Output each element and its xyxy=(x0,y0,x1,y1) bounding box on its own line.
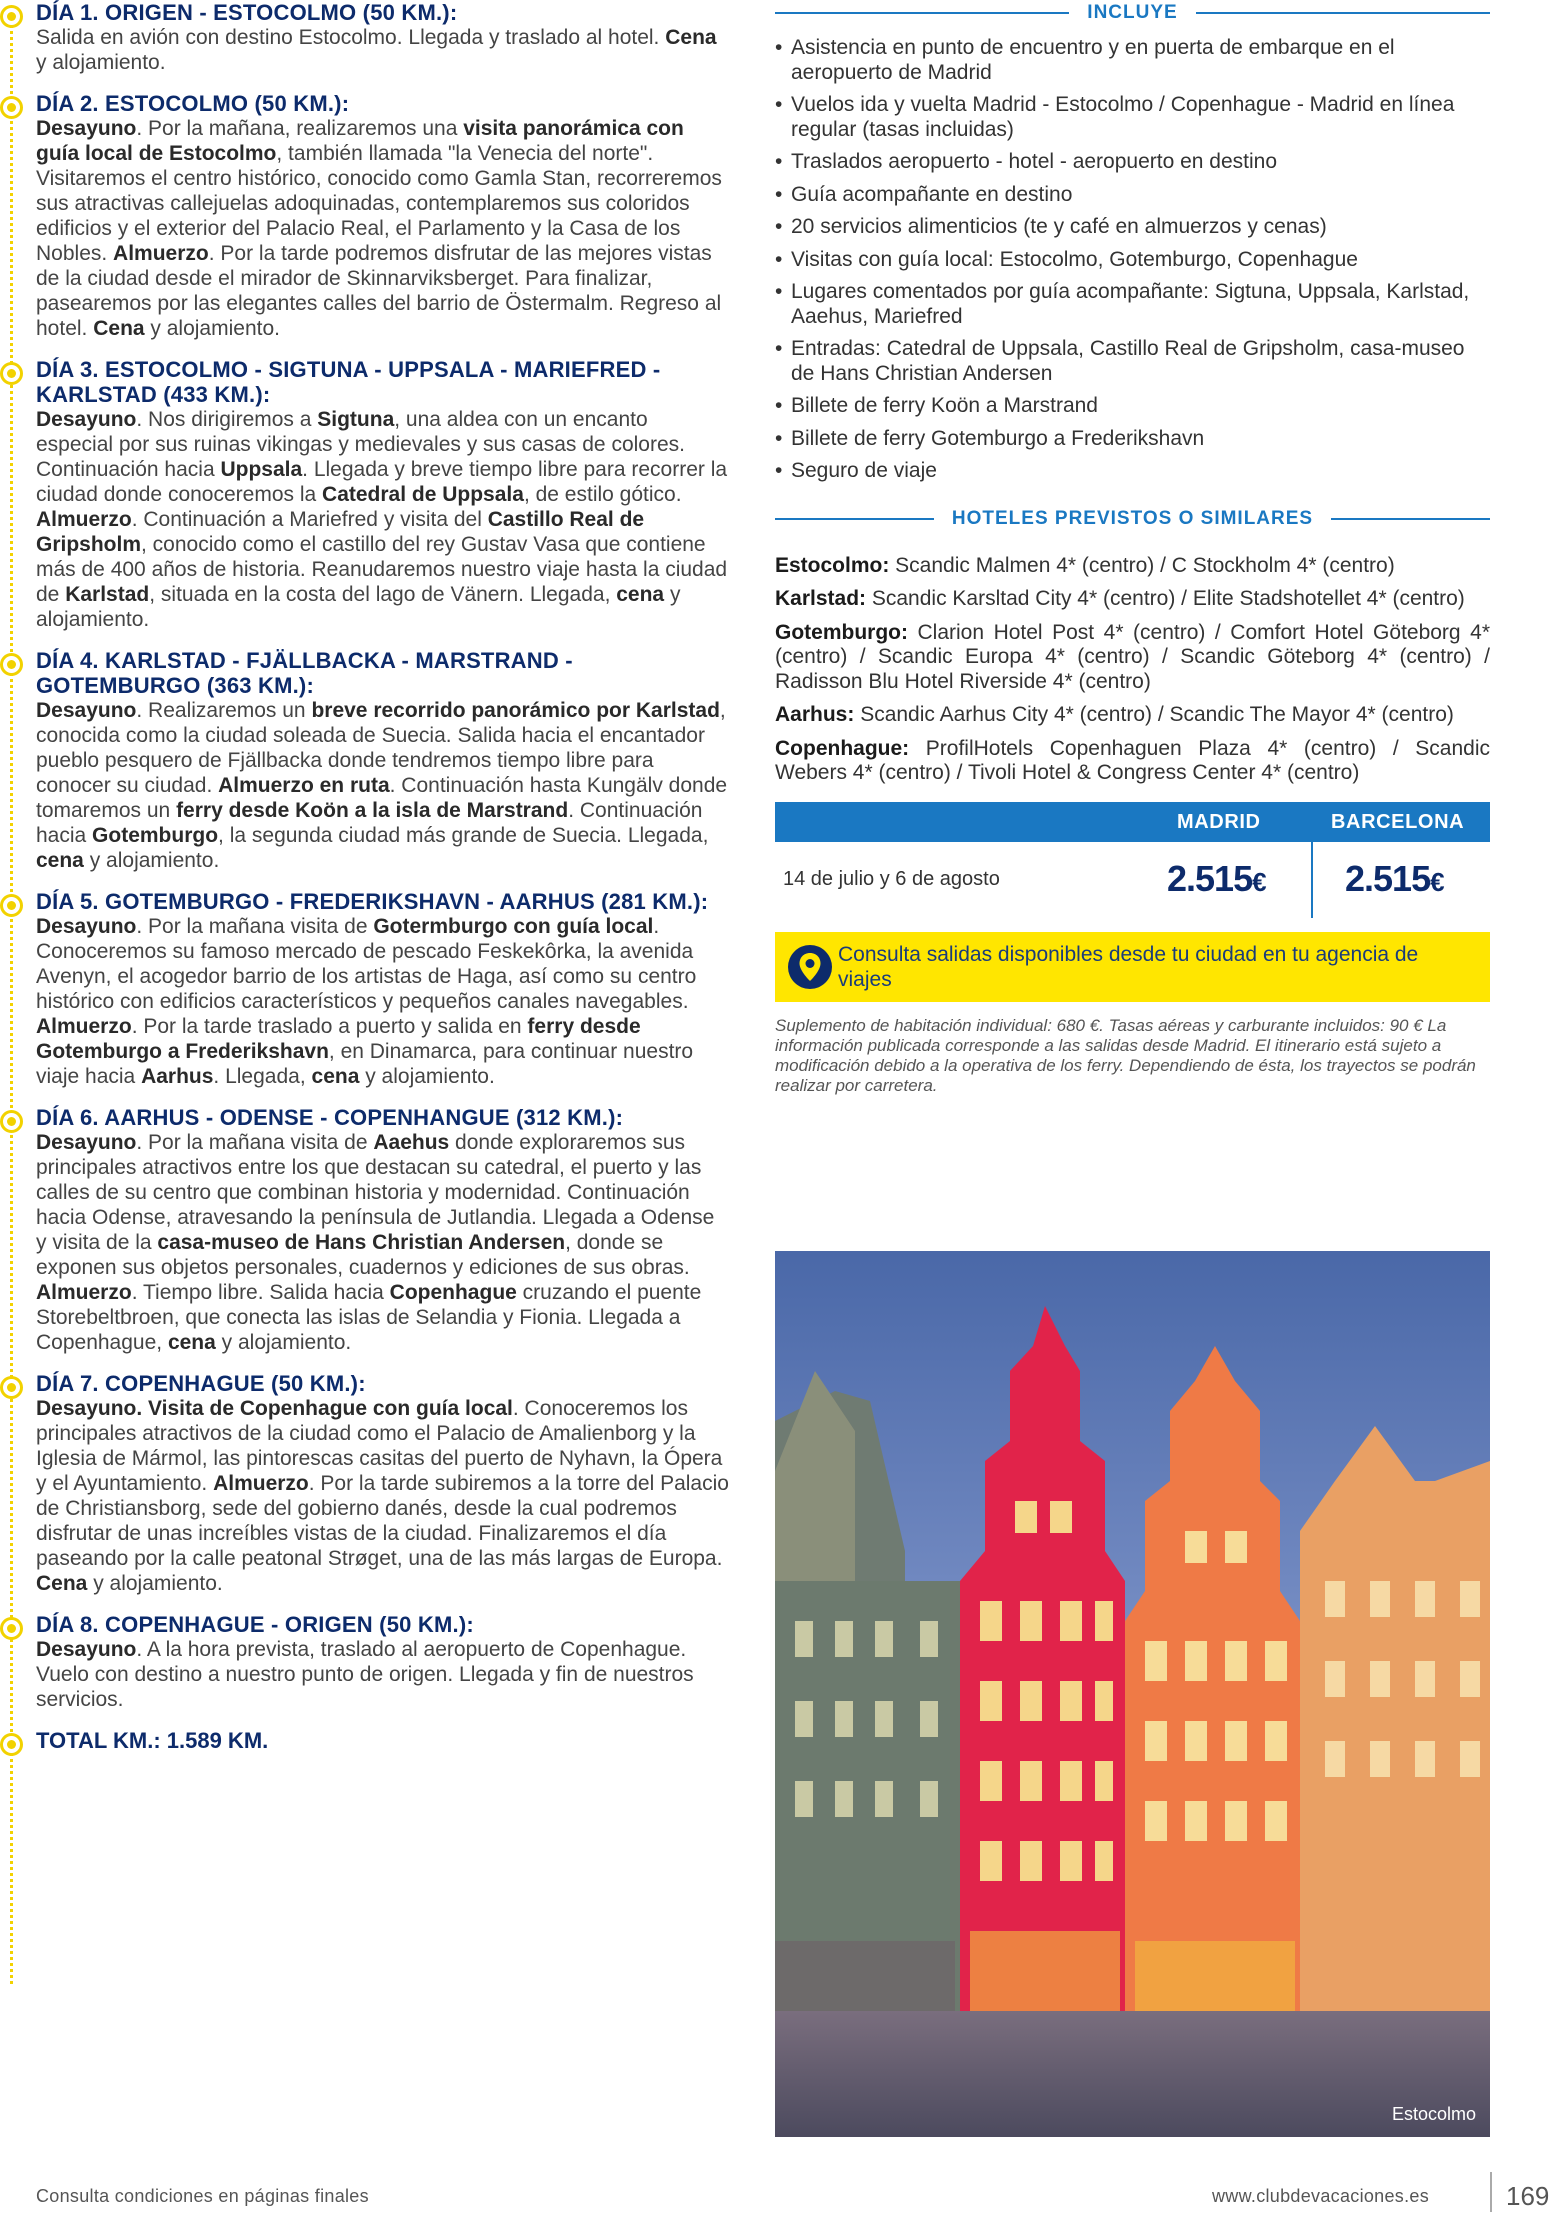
price-madrid xyxy=(1167,858,1266,900)
col-barcelona: BARCELONA xyxy=(1331,810,1465,833)
photo-caption: Estocolmo xyxy=(1391,2104,1476,2124)
hotel-city: Gotemburgo: xyxy=(775,620,908,644)
incluye-item: • Billete de ferry Gotemburgo a Frederikshavn xyxy=(775,427,1490,452)
price-table-header xyxy=(775,802,1490,842)
stockholm-buildings-image xyxy=(775,1251,1490,2137)
hotel-city: Copenhague: xyxy=(775,736,910,760)
footer-conditions: Consulta condiciones en páginas finales xyxy=(36,2186,369,2206)
timeline-dot-icon xyxy=(0,1733,23,1756)
day-description: Desayuno. Por la mañana visita de Aaehus donde exploraremos sus principales atractivos entre los que destacan su catedral, el puerto y las calles de su centro que combinan historia y modernidad. Continuación hacia Odense, atravesando la península de Jutlandia. Llegada a Odense y visita de la casa-museo de Hans Christian Andersen, donde se exponen sus objetos personales, cuadernos y ediciones de sus obras. Almuerzo. Tiempo libre. Salida hacia Copenhague cruzando el puente Storebeltbroen, que conecta las islas de Selandia y Fionia. Llegada a Copenhague, cena y alojamiento. xyxy=(36,1131,715,1354)
day-title: DÍA 7. COPENHAGUE (50 KM.): xyxy=(36,1371,366,1396)
total-km-label: TOTAL KM.: 1.589 KM. xyxy=(36,1728,269,1753)
day-description: Salida en avión con destino Estocolmo. Llegada y traslado al hotel. Cena y alojamiento. xyxy=(36,26,717,74)
total-km xyxy=(0,1728,730,1753)
day-description: Desayuno. Realizaremos un breve recorrido panorámico por Karlstad, conocida como la ciudad soleada de Suecia. Salida hacia el encantador pueblo pesquero de Fjällbacka donde tendremos tiempo libre para conocer su ciudad. Almuerzo en ruta. Continuación hasta Kungälv donde tomaremos un ferry desde Koön a la isla de Marstrand. Continuación hacia Gotemburgo, la segunda ciudad más grande de Suecia. Llegada, cena y alojamiento. xyxy=(36,699,728,872)
day-item xyxy=(0,648,730,873)
hotel-item xyxy=(775,621,1490,695)
hotel-item xyxy=(775,587,1490,612)
incluye-item: • Traslados aeropuerto - hotel - aeropuerto en destino xyxy=(775,150,1490,175)
incluye-item: • Visitas con guía local: Estocolmo, Gotemburgo, Copenhague xyxy=(775,248,1490,273)
salidas-notice xyxy=(775,932,1490,1002)
day-description: Desayuno. Por la mañana, realizaremos una visita panorámica con guía local de Estocolmo, también llamada "la Venecia del norte". Visitaremos el centro histórico, conocido como Gamla Stan, recorreremos sus atractivas callejuelas adoquinadas, contemplaremos sus coloridos edificios y el exterior del Palacio Real, el Parlamento y la Casa de los Nobles. Almuerzo. Por la tarde podremos disfrutar de las mejores vistas de la ciudad desde el mirador de Skinnarviksberget. Para finalizar, pasearemos por las elegantes calles del barrio de Östermalm. Regreso al hotel. Cena y alojamiento. xyxy=(36,117,722,340)
incluye-heading-label: INCLUYE xyxy=(1069,2,1195,23)
suplemento-note: Suplemento de habitación individual: 680 €. Tasas aéreas y carburante incluidos: 90 € La información publicada corresponde a las salidas desde Madrid. El itinerario está sujeto a modificación debido a la operativa de los ferry. Dependiendo de ésta, los trayectos se podrán realizar por carretera. xyxy=(775,1015,1476,1095)
day-item xyxy=(0,1612,730,1712)
timeline-dot-icon xyxy=(0,1617,23,1640)
itinerary-column xyxy=(0,0,730,1769)
incluye-item: • Guía acompañante en destino xyxy=(775,183,1490,208)
col-madrid: MADRID xyxy=(1177,810,1261,833)
hotel-city: Karlstad: xyxy=(775,587,867,610)
salidas-notice-text: Consulta salidas disponibles desde tu ciudad en tu agencia de viajes xyxy=(838,942,1419,991)
timeline-dot-icon xyxy=(0,1376,23,1399)
incluye-heading xyxy=(775,0,1490,26)
day-title: DÍA 1. ORIGEN - ESTOCOLMO (50 KM.): xyxy=(36,0,458,25)
incluye-item: • Asistencia en punto de encuentro y en puerta de embarque en el aeropuerto de Madrid xyxy=(775,36,1490,85)
footer-separator xyxy=(1490,2172,1492,2212)
price-barcelona xyxy=(1345,858,1444,900)
day-description: Desayuno. A la hora prevista, traslado al aeropuerto de Copenhague. Vuelo con destino a nuestro punto de origen. Llegada y fin de nuestros servicios. xyxy=(36,1638,694,1711)
timeline-dot-icon xyxy=(0,894,23,917)
hotel-names: ProfilHotels Copenhaguen Plaza 4* (centro) / Scandic Webers 4* (centro) / Tivoli Hotel & Congress Center 4* (centro) xyxy=(775,736,1490,784)
timeline-dot-icon xyxy=(0,653,23,676)
hotel-names: Scandic Karsltad City 4* (centro) / Elite Stadshotellet 4* (centro) xyxy=(866,587,1465,610)
incluye-item: • Vuelos ida y vuelta Madrid - Estocolmo / Copenhague - Madrid en línea regular (tasas incluidas) xyxy=(775,93,1490,142)
price-divider xyxy=(1311,842,1313,918)
day-description: Desayuno. Nos dirigiremos a Sigtuna, una aldea con un encanto especial por sus ruinas vikingas y medievales y sus casas de colores. Continuación hacia Uppsala. Llegada y breve tiempo libre para recorrer la ciudad donde conoceremos la Catedral de Uppsala, de estilo gótico. Almuerzo. Continuación a Mariefred y visita del Castillo Real de Gripsholm, conocido como el castillo del rey Gustav Vasa que contiene más de 400 años de historia. Reanudaremos nuestro viaje hasta la ciudad de Karlstad, situada en la costa del lago de Vänern. Llegada, cena y alojamiento. xyxy=(36,408,728,631)
price-row xyxy=(775,842,1490,918)
hotel-names: Scandic Aarhus City 4* (centro) / Scandic The Mayor 4* (centro) xyxy=(854,703,1454,726)
day-item xyxy=(0,0,730,75)
day-description: Desayuno. Por la mañana visita de Gotermburgo con guía local. Conoceremos su famoso mercado de pescado Feskekôrka, la avenida Avenyn, el acogedor barrio de los artistas de Haga, así como su centro histórico con edificios característicos y pequeños canales navegables. Almuerzo. Por la tarde traslado a puerto y salida en ferry desde Gotemburgo a Frederikshavn, en Dinamarca, para continuar nuestro viaje hacia Aarhus. Llegada, cena y alojamiento. xyxy=(36,915,697,1088)
timeline-dot-icon xyxy=(0,96,23,119)
day-item xyxy=(0,357,730,632)
currency-symbol: € xyxy=(1430,866,1444,897)
hotel-item xyxy=(775,703,1490,728)
incluye-item: • Billete de ferry Koön a Marstrand xyxy=(775,394,1490,419)
day-title: DÍA 5. GOTEMBURGO - FREDERIKSHAVN - AARHUS (281 KM.): xyxy=(36,889,709,914)
hotel-names: Scandic Malmen 4* (centro) / C Stockholm 4* (centro) xyxy=(889,553,1395,577)
day-description: Desayuno. Visita de Copenhague con guía local. Conoceremos los principales atractivos de la ciudad como el Palacio de Amalienborg y la Iglesia de Mármol, las pintorescas casitas del puerto de Nyhavn, la Ópera y el Ayuntamiento. Almuerzo. Por la tarde subiremos a la torre del Palacio de Christiansborg, sede del gobierno danés, desde la cual podremos disfrutar de unas increíbles vistas de la ciudad. Finalizaremos el día paseando por la calle peatonal Strøget, una de las más largas de Europa. Cena y alojamiento. xyxy=(36,1397,729,1595)
hoteles-heading xyxy=(775,506,1490,532)
timeline-dot-icon xyxy=(0,362,23,385)
stockholm-photo xyxy=(775,1251,1490,2137)
incluye-item: • 20 servicios alimenticios (te y café en almuerzos y cenas) xyxy=(775,215,1490,240)
day-title: DÍA 3. ESTOCOLMO - SIGTUNA - UPPSALA - MARIEFRED - KARLSTAD (433 KM.): xyxy=(36,357,661,407)
price-table xyxy=(775,802,1490,918)
price-dates: 14 de julio y 6 de agosto xyxy=(783,867,1000,890)
hotel-city: Estocolmo: xyxy=(775,553,890,577)
timeline-dot-icon xyxy=(0,5,23,28)
day-item xyxy=(0,91,730,341)
day-title: DÍA 6. AARHUS - ODENSE - COPENHANGUE (312 KM.): xyxy=(36,1105,624,1130)
timeline-dot-icon xyxy=(0,1110,23,1133)
incluye-item: • Lugares comentados por guía acompañante: Sigtuna, Uppsala, Karlstad, Aaehus, Mariefred xyxy=(775,280,1490,329)
price-barcelona-value: 2.515 xyxy=(1345,857,1431,899)
day-title: DÍA 2. ESTOCOLMO (50 KM.): xyxy=(36,91,350,116)
incluye-item: • Entradas: Catedral de Uppsala, Castillo Real de Gripsholm, casa-museo de Hans Christian Andersen xyxy=(775,337,1490,386)
page-number: 169 xyxy=(1506,2181,1550,2211)
hotel-item xyxy=(775,554,1490,579)
hoteles-heading-label: HOTELES PREVISTOS O SIMILARES xyxy=(934,508,1331,529)
day-title: DÍA 4. KARLSTAD - FJÄLLBACKA - MARSTRAND - GOTEMBURGO (363 KM.): xyxy=(36,648,573,698)
currency-symbol: € xyxy=(1252,866,1266,897)
day-item xyxy=(0,1105,730,1355)
day-list xyxy=(0,0,730,1712)
info-column xyxy=(775,0,1490,2124)
hotel-list xyxy=(775,554,1490,786)
day-title: DÍA 8. COPENHAGUE - ORIGEN (50 KM.): xyxy=(36,1612,474,1637)
hotel-city: Aarhus: xyxy=(775,703,855,726)
location-pin-icon xyxy=(787,944,833,990)
day-item xyxy=(0,1371,730,1596)
footer-website-link[interactable]: www.clubdevacaciones.es xyxy=(1212,2186,1430,2206)
incluye-list xyxy=(775,36,1490,484)
hotel-names: Clarion Hotel Post 4* (centro) / Comfort Hotel Göteborg 4* (centro) / Scandic Europa 4* (centro) / Scandic Göteborg 4* (centro) / Radisson Blu Hotel Riverside 4* (centro) xyxy=(775,620,1490,693)
hotel-item xyxy=(775,737,1490,786)
price-madrid-value: 2.515 xyxy=(1167,857,1253,899)
day-item xyxy=(0,889,730,1089)
incluye-item: • Seguro de viaje xyxy=(775,459,1490,484)
